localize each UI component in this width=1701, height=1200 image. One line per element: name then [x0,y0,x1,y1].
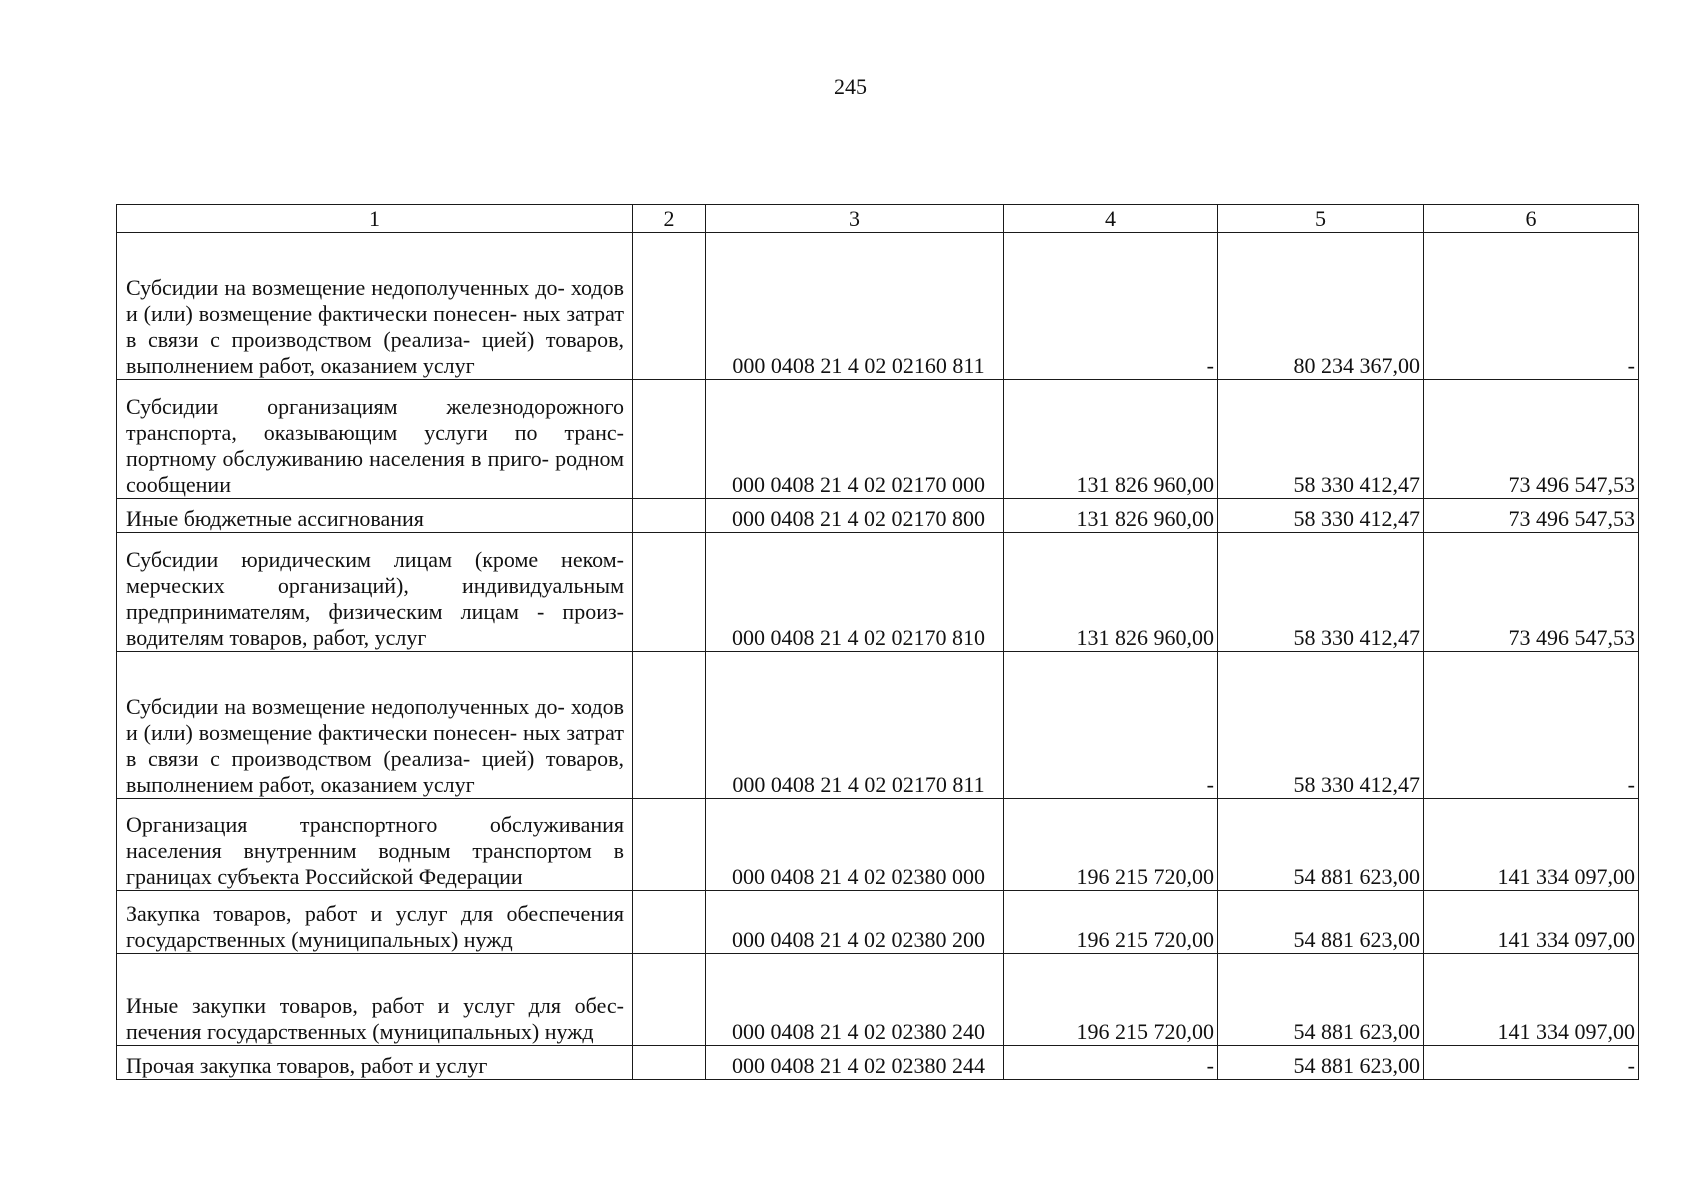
budget-code: 000 0408 21 4 02 02170 000 [706,380,1004,499]
column-2-cell [633,380,706,499]
amount-col5: 54 881 623,00 [1218,891,1424,954]
amount-col5: 58 330 412,47 [1218,499,1424,533]
column-2-cell [633,954,706,1046]
column-header-4: 4 [1004,205,1218,233]
amount-col6: 141 334 097,00 [1424,954,1639,1046]
amount-col5: 54 881 623,00 [1218,799,1424,891]
amount-col4: 131 826 960,00 [1004,533,1218,652]
column-header-6: 6 [1424,205,1639,233]
amount-col5: 58 330 412,47 [1218,652,1424,799]
amount-col4: 196 215 720,00 [1004,954,1218,1046]
amount-col6: 141 334 097,00 [1424,891,1639,954]
item-name: Субсидии юридическим лицам (кроме неком- мерческих организаций), индивидуальным предпринимателям, физическим лицам - произ- водителям товаров, работ, услуг [117,533,633,652]
amount-col6: - [1424,233,1639,380]
column-2-cell [633,1046,706,1080]
budget-code: 000 0408 21 4 02 02380 200 [706,891,1004,954]
column-header-5: 5 [1218,205,1424,233]
amount-col5: 80 234 367,00 [1218,233,1424,380]
amount-col6: - [1424,652,1639,799]
amount-col4: - [1004,652,1218,799]
table-row [117,1046,1639,1080]
amount-col6: 73 496 547,53 [1424,533,1639,652]
amount-col6: 73 496 547,53 [1424,499,1639,533]
item-name: Организация транспортного обслуживания населения внутренним водным транспортом в границах субъекта Российской Федерации [117,799,633,891]
table-row [117,891,1639,954]
budget-table [116,204,1639,1080]
amount-col6: 73 496 547,53 [1424,380,1639,499]
table-row [117,954,1639,1046]
item-name: Субсидии организациям железнодорожного транспорта, оказывающим услуги по транс- портному обслуживанию населения в приго- родном сообщении [117,380,633,499]
item-name: Субсидии на возмещение недополученных до- ходов и (или) возмещение фактически понесен- ных затрат в связи с производством (реализа- цией) товаров, выполнением работ, оказанием услуг [117,652,633,799]
budget-code: 000 0408 21 4 02 02380 240 [706,954,1004,1046]
table-row [117,233,1639,380]
amount-col5: 54 881 623,00 [1218,1046,1424,1080]
budget-code: 000 0408 21 4 02 02170 810 [706,533,1004,652]
amount-col4: 196 215 720,00 [1004,799,1218,891]
budget-code: 000 0408 21 4 02 02380 244 [706,1046,1004,1080]
column-2-cell [633,233,706,380]
column-header-2: 2 [633,205,706,233]
amount-col5: 54 881 623,00 [1218,954,1424,1046]
item-name: Прочая закупка товаров, работ и услуг [117,1046,633,1080]
column-2-cell [633,891,706,954]
column-2-cell [633,652,706,799]
column-header-1: 1 [117,205,633,233]
budget-code: 000 0408 21 4 02 02170 811 [706,652,1004,799]
table-row [117,533,1639,652]
column-2-cell [633,499,706,533]
column-2-cell [633,799,706,891]
table-row [117,380,1639,499]
amount-col4: 131 826 960,00 [1004,499,1218,533]
amount-col4: 131 826 960,00 [1004,380,1218,499]
amount-col5: 58 330 412,47 [1218,380,1424,499]
item-name: Закупка товаров, работ и услуг для обеспечения государственных (муниципальных) нужд [117,891,633,954]
amount-col6: - [1424,1046,1639,1080]
table-row [117,799,1639,891]
item-name: Иные бюджетные ассигнования [117,499,633,533]
item-name: Иные закупки товаров, работ и услуг для обес- печения государственных (муниципальных) нужд [117,954,633,1046]
item-name: Субсидии на возмещение недополученных до- ходов и (или) возмещение фактически понесен- ных затрат в связи с производством (реализа- цией) товаров, выполнением работ, оказанием услуг [117,233,633,380]
budget-code: 000 0408 21 4 02 02160 811 [706,233,1004,380]
amount-col4: - [1004,233,1218,380]
amount-col5: 58 330 412,47 [1218,533,1424,652]
amount-col4: 196 215 720,00 [1004,891,1218,954]
budget-code: 000 0408 21 4 02 02170 800 [706,499,1004,533]
table-row [117,499,1639,533]
table-row [117,652,1639,799]
amount-col6: 141 334 097,00 [1424,799,1639,891]
header-row [117,205,1639,233]
column-header-3: 3 [706,205,1004,233]
page-number: 245 [834,74,867,99]
amount-col4: - [1004,1046,1218,1080]
budget-code: 000 0408 21 4 02 02380 000 [706,799,1004,891]
column-2-cell [633,533,706,652]
